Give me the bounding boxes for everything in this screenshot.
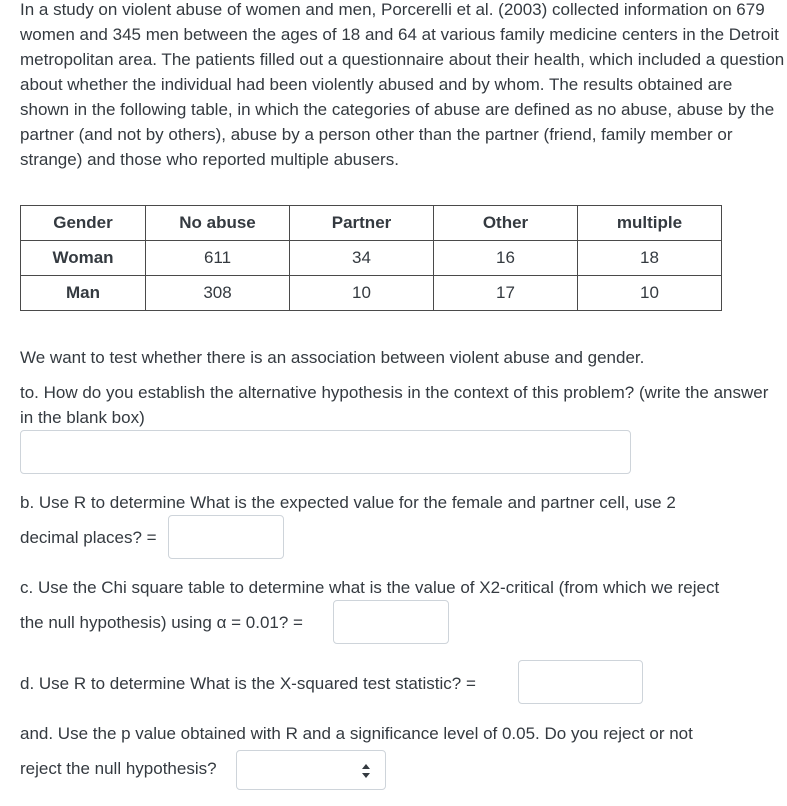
equals-sign: =: [293, 613, 303, 632]
sort-arrows-icon: [361, 763, 371, 779]
table-cell: 308: [146, 276, 290, 311]
answer-c-input[interactable]: [333, 600, 449, 644]
header-multiple: multiple: [578, 206, 722, 241]
equals-sign: =: [465, 674, 476, 693]
question-e-line1: and. Use the p value obtained with R and a significance level of 0.05. Do you reject or not: [20, 724, 693, 743]
test-statement: We want to test whether there is an association between violent abuse and gender.: [20, 348, 645, 367]
answer-b-input[interactable]: [168, 515, 284, 559]
answer-d-input[interactable]: [518, 660, 643, 704]
table-cell: 611: [146, 241, 290, 276]
row-label-man: Man: [21, 276, 146, 311]
question-b-line2: [20, 525, 157, 550]
question-a: to. How do you establish the alternative hypothesis in the context of this problem? (write the answer in the blank box): [20, 383, 769, 427]
row-label-woman: Woman: [21, 241, 146, 276]
equals-sign: =: [146, 528, 157, 547]
problem-intro: In a study on violent abuse of women and men, Porcerelli et al. (2003) collected information on 679 women and 345 men between the ages of 18 and 64 at various family medicine centers in the Detroit metropolitan area. The patients filled out a questionnaire about their health, which included a question about whether the individual had been violently abused and by whom. The results obtained are shown in the following table, in which the categories of abuse are defined as no abuse, abuse by the partner (and not by others), abuse by a person other than the partner (friend, family member or strange) and those who reported multiple abusers.: [20, 0, 785, 169]
abuse-table: [20, 205, 722, 311]
question-e-line2: reject the null hypothesis?: [20, 759, 217, 778]
table-cell: 16: [434, 241, 578, 276]
answer-a-input[interactable]: [20, 430, 631, 474]
question-b-line1: b. Use R to determine What is the expected value for the female and partner cell, use 2: [20, 493, 676, 512]
question-c-line2: [20, 610, 303, 635]
question-d: [20, 671, 476, 696]
table-cell: 10: [578, 276, 722, 311]
header-other: Other: [434, 206, 578, 241]
table-cell: 17: [434, 276, 578, 311]
answer-e-select[interactable]: [236, 750, 386, 790]
question-b-text: decimal places?: [20, 528, 142, 547]
table-row: [21, 276, 722, 311]
header-no-abuse: No abuse: [146, 206, 290, 241]
table-cell: 34: [290, 241, 434, 276]
question-d-text: d. Use R to determine What is the X-squared test statistic?: [20, 674, 462, 693]
table-cell: 10: [290, 276, 434, 311]
table-row: [21, 241, 722, 276]
header-partner: Partner: [290, 206, 434, 241]
question-c-line1: c. Use the Chi square table to determine what is the value of X2-critical (from which we reject: [20, 578, 720, 597]
question-c-text: the null hypothesis) using α = 0.01?: [20, 613, 289, 632]
header-gender: Gender: [21, 206, 146, 241]
table-cell: 18: [578, 241, 722, 276]
table-header-row: [21, 206, 722, 241]
